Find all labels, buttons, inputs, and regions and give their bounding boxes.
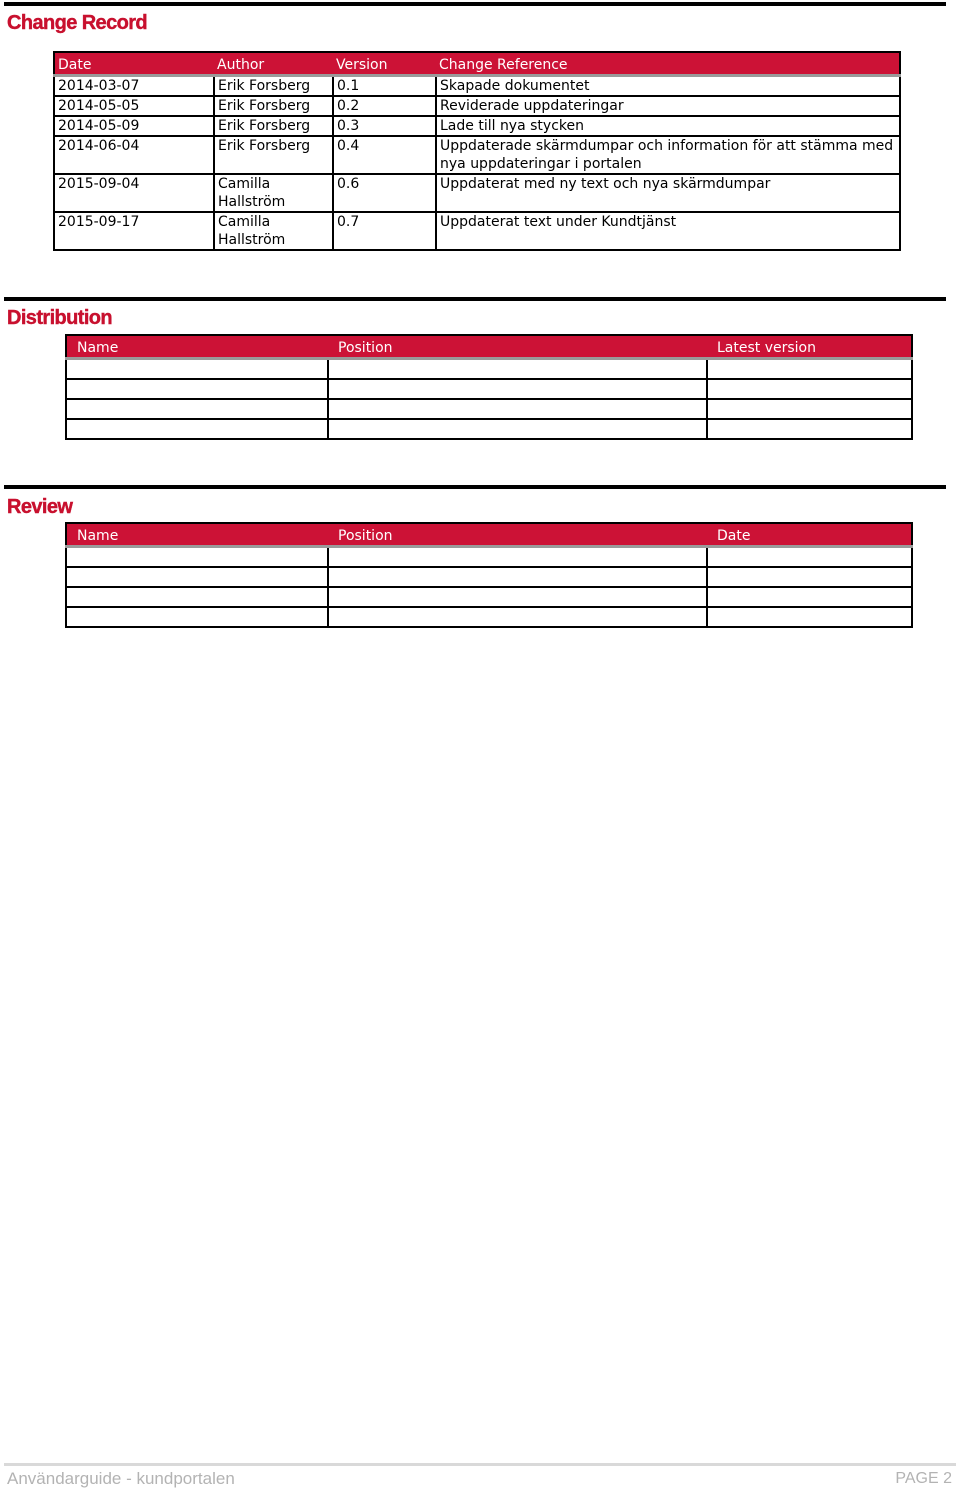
latest-version-cell bbox=[707, 379, 912, 399]
name-cell bbox=[66, 419, 328, 439]
version-cell: 0.1 bbox=[333, 76, 436, 97]
date-cell: 2015-09-04 bbox=[54, 174, 214, 212]
date-cell: 2015-09-17 bbox=[54, 212, 214, 250]
position-cell bbox=[328, 379, 707, 399]
latest-version-cell bbox=[707, 359, 912, 380]
review-rule bbox=[4, 485, 946, 489]
latest-version-cell bbox=[707, 399, 912, 419]
name-cell bbox=[66, 587, 328, 607]
col-position-header: Position bbox=[328, 523, 707, 547]
author-cell: Erik Forsberg bbox=[214, 96, 333, 116]
col-date-header: Date bbox=[54, 52, 214, 76]
table-row bbox=[66, 379, 912, 399]
col-author-header: Author bbox=[214, 52, 333, 76]
review-header-row bbox=[66, 523, 912, 547]
change-reference-cell: Reviderade uppdateringar bbox=[436, 96, 900, 116]
date-cell: 2014-05-05 bbox=[54, 96, 214, 116]
review-heading: Review bbox=[7, 496, 73, 518]
position-cell bbox=[328, 419, 707, 439]
table-row bbox=[54, 212, 900, 250]
footer-page-number: PAGE 2 bbox=[895, 1470, 952, 1487]
change-reference-cell: Lade till nya stycken bbox=[436, 116, 900, 136]
position-cell bbox=[328, 587, 707, 607]
table-row bbox=[54, 174, 900, 212]
author-cell: Erik Forsberg bbox=[214, 116, 333, 136]
distribution-table bbox=[65, 334, 913, 440]
version-cell: 0.6 bbox=[333, 174, 436, 212]
date-cell: 2014-06-04 bbox=[54, 136, 214, 174]
table-row bbox=[66, 399, 912, 419]
distribution-header-row bbox=[66, 335, 912, 359]
latest-version-cell bbox=[707, 419, 912, 439]
change-reference-cell: Skapade dokumentet bbox=[436, 76, 900, 97]
table-row bbox=[66, 547, 912, 568]
name-cell bbox=[66, 359, 328, 380]
author-cell: Camilla Hallström bbox=[214, 212, 333, 250]
col-version-header: Version bbox=[333, 52, 436, 76]
name-cell bbox=[66, 399, 328, 419]
table-row bbox=[66, 419, 912, 439]
col-name-header: Name bbox=[66, 335, 328, 359]
position-cell bbox=[328, 607, 707, 627]
author-cell: Camilla Hallström bbox=[214, 174, 333, 212]
col-change-reference-header: Change Reference bbox=[436, 52, 900, 76]
change-reference-cell: Uppdaterat text under Kundtjänst bbox=[436, 212, 900, 250]
position-cell bbox=[328, 567, 707, 587]
distribution-heading: Distribution bbox=[7, 307, 113, 329]
table-row bbox=[54, 136, 900, 174]
date-cell bbox=[707, 607, 912, 627]
change-record-header-row bbox=[54, 52, 900, 76]
table-row bbox=[54, 116, 900, 136]
col-position-header: Position bbox=[328, 335, 707, 359]
version-cell: 0.4 bbox=[333, 136, 436, 174]
table-row bbox=[66, 587, 912, 607]
version-cell: 0.3 bbox=[333, 116, 436, 136]
version-cell: 0.2 bbox=[333, 96, 436, 116]
col-date-header: Date bbox=[707, 523, 912, 547]
table-row bbox=[54, 76, 900, 97]
date-cell bbox=[707, 547, 912, 568]
change-record-heading: Change Record bbox=[7, 12, 148, 34]
footer-rule bbox=[4, 1463, 956, 1466]
table-row bbox=[66, 359, 912, 380]
top-rule bbox=[4, 2, 946, 6]
date-cell bbox=[707, 587, 912, 607]
author-cell: Erik Forsberg bbox=[214, 76, 333, 97]
version-cell: 0.7 bbox=[333, 212, 436, 250]
table-row bbox=[66, 607, 912, 627]
change-reference-cell: Uppdaterat med ny text och nya skärmdumpar bbox=[436, 174, 900, 212]
distribution-rule bbox=[4, 297, 946, 301]
col-name-header: Name bbox=[66, 523, 328, 547]
review-table bbox=[65, 522, 913, 628]
position-cell bbox=[328, 359, 707, 380]
position-cell bbox=[328, 399, 707, 419]
name-cell bbox=[66, 379, 328, 399]
table-row bbox=[66, 567, 912, 587]
date-cell: 2014-05-09 bbox=[54, 116, 214, 136]
change-reference-cell: Uppdaterade skärmdumpar och information för att stämma med nya uppdateringar i portalen bbox=[436, 136, 900, 174]
name-cell bbox=[66, 547, 328, 568]
col-latest-version-header: Latest version bbox=[707, 335, 912, 359]
date-cell bbox=[707, 567, 912, 587]
position-cell bbox=[328, 547, 707, 568]
author-cell: Erik Forsberg bbox=[214, 136, 333, 174]
name-cell bbox=[66, 607, 328, 627]
table-row bbox=[54, 96, 900, 116]
footer-document-title: Användarguide - kundportalen bbox=[7, 1469, 235, 1488]
date-cell: 2014-03-07 bbox=[54, 76, 214, 97]
name-cell bbox=[66, 567, 328, 587]
change-record-table bbox=[53, 51, 901, 251]
